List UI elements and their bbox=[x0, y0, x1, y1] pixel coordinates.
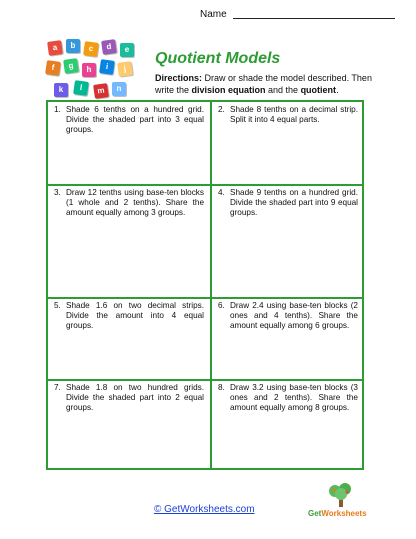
directions-bold-2: quotient bbox=[300, 85, 337, 95]
alphabet-cube: e bbox=[120, 43, 134, 57]
problem-cell-4[interactable] bbox=[218, 188, 358, 218]
grid-divider-vertical bbox=[210, 102, 212, 468]
problem-text: Shade 9 tenths on a hundred grid. Divide the shaded part into 9 equal groups. bbox=[230, 188, 358, 217]
problem-number: 1. bbox=[54, 105, 61, 114]
page-title: Quotient Models bbox=[155, 50, 281, 67]
problem-number: 4. bbox=[218, 188, 225, 197]
grid-divider-row-3 bbox=[48, 379, 362, 381]
problem-text: Shade 8 tenths on a decimal strip. Split it into 4 equal parts. bbox=[230, 105, 358, 124]
name-field bbox=[200, 9, 395, 20]
problem-text: Shade 1.8 on two hundred grids. Divide the shaded part into 2 equal groups. bbox=[66, 383, 204, 412]
problem-number: 2. bbox=[218, 105, 225, 114]
logo-worksheets: Worksheets bbox=[321, 509, 367, 518]
logo-wordmark bbox=[308, 509, 367, 518]
problem-grid bbox=[46, 100, 364, 470]
problem-number: 8. bbox=[218, 383, 225, 392]
alphabet-cube: b bbox=[66, 39, 80, 53]
alphabet-cube: i bbox=[99, 59, 115, 75]
alphabet-cube: a bbox=[47, 40, 63, 56]
problem-text: Shade 6 tenths on a hundred grid. Divide the shaded part into 3 equal groups. bbox=[66, 105, 204, 134]
problem-cell-3[interactable] bbox=[54, 188, 204, 218]
alphabet-cube: g bbox=[63, 58, 79, 74]
problem-cell-7[interactable] bbox=[54, 383, 204, 413]
problem-text: Draw 2.4 using base-ten blocks (2 ones and 4 tenths). Share the amount equally among 6 groups. bbox=[230, 301, 358, 330]
problem-text: Shade 1.6 on two decimal strips. Divide the amount into 4 equal groups. bbox=[66, 301, 204, 330]
alphabet-cube: m bbox=[93, 83, 109, 99]
directions-text-2: and the bbox=[265, 85, 301, 95]
problem-text: Draw 12 tenths using base-ten blocks (1 whole and 2 tenths). Share the amount equally among 3 groups. bbox=[66, 188, 204, 217]
alphabet-cube: j bbox=[117, 61, 133, 77]
problem-cell-1[interactable] bbox=[54, 105, 204, 135]
problem-cell-8[interactable] bbox=[218, 383, 358, 413]
directions-text-1: Draw or shade the model described. Then write the bbox=[155, 73, 372, 95]
alphabet-cube: h bbox=[82, 63, 96, 77]
directions-bold-1: division equation bbox=[191, 85, 266, 95]
problem-cell-6[interactable] bbox=[218, 301, 358, 331]
problem-number: 5. bbox=[54, 301, 61, 310]
problem-text: Draw 3.2 using base-ten blocks (3 ones and 2 tenths). Share the amount equally among 8 groups. bbox=[230, 383, 358, 412]
alphabet-cube: n bbox=[112, 82, 126, 96]
footer-website-link[interactable]: © GetWorksheets.com bbox=[154, 504, 255, 515]
name-blank-line[interactable] bbox=[233, 18, 395, 19]
problem-cell-2[interactable] bbox=[218, 105, 358, 125]
directions-label: Directions: bbox=[155, 73, 203, 83]
logo-get: Get bbox=[308, 509, 322, 518]
directions bbox=[155, 72, 380, 96]
alphabet-cube: l bbox=[73, 80, 89, 96]
directions-text-3: . bbox=[336, 85, 339, 95]
alphabet-cube: f bbox=[45, 60, 61, 76]
getworksheets-logo bbox=[306, 482, 378, 526]
name-label: Name bbox=[200, 9, 227, 20]
problem-cell-5[interactable] bbox=[54, 301, 204, 331]
grid-divider-row-1 bbox=[48, 184, 362, 186]
tree-icon bbox=[326, 482, 356, 508]
alphabet-cube: k bbox=[54, 83, 68, 97]
problem-number: 7. bbox=[54, 383, 61, 392]
problem-number: 6. bbox=[218, 301, 225, 310]
alphabet-cube: d bbox=[101, 39, 117, 55]
alphabet-blocks-logo bbox=[46, 39, 150, 101]
grid-divider-row-2 bbox=[48, 297, 362, 299]
problem-number: 3. bbox=[54, 188, 61, 197]
alphabet-cube: c bbox=[83, 41, 99, 57]
